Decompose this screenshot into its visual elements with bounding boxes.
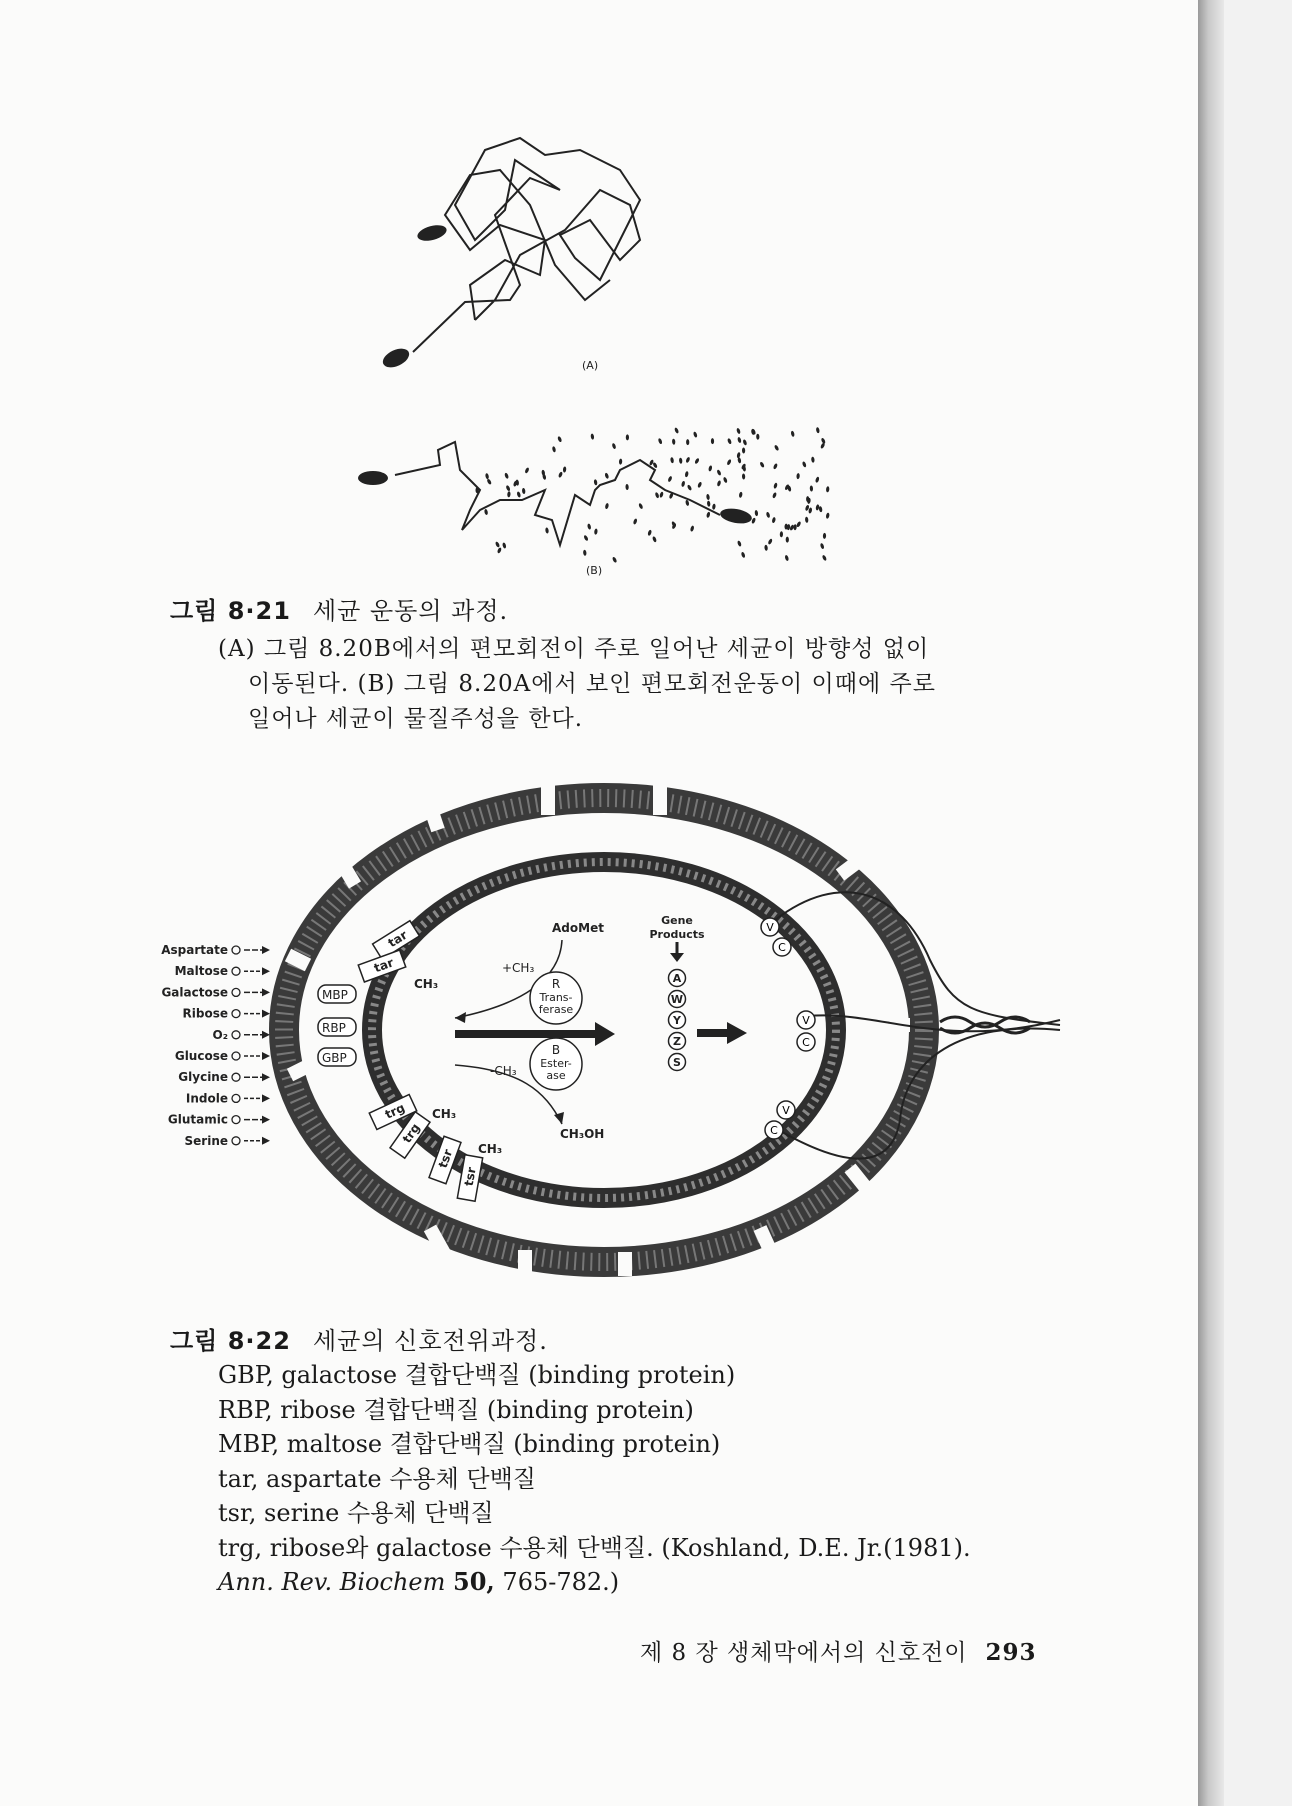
svg-text:tar: tar bbox=[385, 927, 410, 951]
attractant-dot bbox=[495, 541, 501, 548]
attractant-dot bbox=[516, 491, 521, 498]
attractant-dot bbox=[767, 538, 773, 545]
svg-text:V: V bbox=[782, 1104, 790, 1117]
figure-821a-random-walk bbox=[413, 138, 640, 352]
attractant-dot bbox=[685, 471, 689, 478]
svg-text:ferase: ferase bbox=[538, 1003, 574, 1016]
attractant-dot bbox=[764, 545, 768, 551]
svg-text:ase: ase bbox=[546, 1069, 566, 1082]
attractant-dot bbox=[625, 484, 629, 490]
attractant-dot bbox=[796, 473, 800, 479]
motor-c-2 bbox=[797, 1033, 815, 1051]
attractant-gradient-dots bbox=[475, 427, 829, 563]
attractant-dot bbox=[681, 481, 686, 488]
attractant-dot bbox=[633, 518, 638, 525]
attractant-dot bbox=[524, 467, 529, 474]
attractant-dot bbox=[826, 512, 830, 519]
arrow-head-icon bbox=[262, 1010, 270, 1018]
output-arrow bbox=[697, 1029, 727, 1037]
attractant-dot bbox=[670, 457, 674, 463]
attractant-label: Glycine bbox=[178, 1070, 228, 1085]
svg-text:R: R bbox=[551, 977, 561, 991]
attractant-dot bbox=[590, 433, 594, 439]
gene-product-letter: W bbox=[670, 993, 684, 1006]
main-signal-arrow bbox=[455, 1030, 595, 1038]
attractant-dot bbox=[658, 438, 663, 445]
citation-volume: 50, bbox=[453, 1567, 495, 1596]
attractant-dot bbox=[667, 476, 672, 483]
figure-821-label-a: (A) bbox=[582, 359, 599, 372]
attractant-dot bbox=[774, 444, 780, 451]
svg-text:RBP: RBP bbox=[322, 1021, 346, 1035]
figure-821-caption-line-2: 이동된다. (B) 그림 8.20A에서 보인 편모회전운동이 이때에 주로 bbox=[248, 671, 936, 697]
motor-v-3 bbox=[777, 1101, 795, 1119]
attractant-dot bbox=[711, 438, 714, 444]
methyl-label-2: CH₃ bbox=[432, 1107, 457, 1121]
attractant-dot bbox=[810, 485, 814, 491]
attractant-molecule-icon bbox=[232, 1116, 240, 1124]
gene-products-line2: Products bbox=[649, 928, 705, 941]
svg-text:B: B bbox=[551, 1043, 561, 1057]
attractant-dot bbox=[772, 517, 777, 524]
methyl-label-3: CH₃ bbox=[478, 1142, 503, 1156]
attractant-dot bbox=[697, 481, 702, 488]
bacterium-start-b bbox=[358, 471, 388, 485]
figure-822-caption bbox=[170, 1324, 548, 1359]
mbp-protein bbox=[318, 985, 356, 1003]
attractant-dot bbox=[723, 477, 728, 484]
attractant-dot bbox=[507, 491, 511, 497]
minus-ch3-label: -CH₃ bbox=[490, 1064, 517, 1078]
attractant-dot bbox=[754, 510, 758, 516]
attractant-dot bbox=[604, 472, 609, 479]
motor-v-1 bbox=[761, 918, 779, 936]
attractant-molecule-icon bbox=[232, 1073, 240, 1081]
figure-822-legend bbox=[218, 1358, 971, 1600]
attractant-label: Galactose bbox=[161, 985, 228, 1000]
attractant-dot bbox=[816, 427, 820, 434]
attractant-dot bbox=[706, 511, 711, 518]
plus-ch3-label: +CH₃ bbox=[502, 961, 535, 975]
attractant-dot bbox=[674, 427, 679, 434]
gene-product-list bbox=[669, 970, 686, 1071]
attractant-dot bbox=[612, 556, 618, 563]
attractant-dot bbox=[821, 437, 827, 444]
attractant-dot bbox=[756, 434, 759, 440]
motor-v-2 bbox=[797, 1011, 815, 1029]
esterase-enzyme bbox=[530, 1038, 582, 1090]
svg-text:Ester-: Ester- bbox=[540, 1057, 572, 1070]
attractant-dot bbox=[717, 480, 722, 487]
attractant-dot bbox=[583, 550, 587, 556]
arrow-head-icon bbox=[262, 967, 270, 975]
attractant-dot bbox=[826, 486, 830, 492]
attractant-dot bbox=[726, 459, 732, 466]
attractant-dot bbox=[587, 523, 592, 530]
figure-821-caption-line-3: 일어나 세균이 물질주성을 한다. bbox=[248, 706, 584, 732]
motor-c-3 bbox=[765, 1121, 783, 1139]
attractant-dot bbox=[780, 531, 783, 537]
attractant-dot bbox=[707, 501, 711, 507]
attractant-dot bbox=[773, 463, 778, 470]
transferase-enzyme bbox=[530, 972, 582, 1024]
figure-821-label-b: (B) bbox=[586, 564, 603, 577]
attractant-dot bbox=[486, 478, 492, 485]
attractant-dot bbox=[484, 509, 488, 516]
attractant-dot bbox=[822, 555, 828, 562]
attractant-dot bbox=[672, 439, 676, 445]
attractant-molecule-icon bbox=[232, 988, 240, 996]
svg-text:trg: trg bbox=[382, 1100, 408, 1122]
attractant-dot bbox=[655, 492, 660, 499]
svg-text:trg: trg bbox=[399, 1120, 423, 1146]
attractant-dot bbox=[737, 437, 742, 444]
attractant-dot bbox=[786, 537, 789, 543]
bacterium-end-a bbox=[416, 222, 449, 243]
gbp-protein bbox=[318, 1048, 356, 1066]
arrow-head-icon bbox=[262, 1094, 270, 1102]
figure-821-caption bbox=[170, 594, 508, 629]
attractant-dot bbox=[679, 458, 683, 464]
citation bbox=[218, 1565, 971, 1600]
figure-821-caption-title: 세균 운동의 과정. bbox=[312, 597, 509, 625]
attractant-dot bbox=[742, 447, 745, 453]
svg-text:V: V bbox=[802, 1014, 810, 1027]
attractant-label: Maltose bbox=[174, 964, 228, 979]
figure-821-caption-label: 그림 8·21 bbox=[170, 597, 291, 625]
arrow-head-icon bbox=[262, 988, 270, 996]
attractant-dot bbox=[626, 434, 629, 440]
attractant-dot bbox=[766, 512, 771, 519]
rbp-protein bbox=[318, 1018, 356, 1036]
attractant-molecule-icon bbox=[232, 1031, 240, 1039]
attractant-dot bbox=[736, 428, 741, 435]
attractant-dot bbox=[552, 446, 556, 453]
attractant-dot bbox=[815, 504, 819, 511]
attractant-dot bbox=[727, 438, 732, 445]
attractant-dot bbox=[811, 457, 815, 463]
attractant-dot bbox=[815, 476, 820, 483]
attractant-molecule-icon bbox=[232, 946, 240, 954]
attractant-dot bbox=[594, 528, 598, 534]
svg-text:C: C bbox=[778, 941, 786, 954]
attractant-dot bbox=[737, 540, 742, 547]
attractant-molecule-icon bbox=[232, 1010, 240, 1018]
attractant-dot bbox=[605, 503, 609, 510]
gene-product-letter: Y bbox=[673, 1014, 681, 1027]
attractant-dot bbox=[558, 471, 563, 478]
arrow-head-icon bbox=[262, 1116, 270, 1124]
citation-journal: Ann. Rev. Biochem bbox=[218, 1568, 446, 1596]
attractant-molecule-icon bbox=[232, 1052, 240, 1060]
attractant-dot bbox=[612, 443, 617, 450]
svg-text:MBP: MBP bbox=[322, 988, 348, 1002]
attractant-dot bbox=[773, 482, 778, 489]
attractant-dot bbox=[497, 547, 502, 554]
svg-text:C: C bbox=[770, 1124, 778, 1137]
attractant-label: Ribose bbox=[182, 1006, 228, 1021]
gene-product-letter: A bbox=[672, 972, 682, 985]
gene-product-letter: Z bbox=[673, 1035, 681, 1048]
attractant-dot bbox=[647, 529, 652, 536]
motor-c-1 bbox=[773, 938, 791, 956]
attractant-dot bbox=[796, 521, 802, 528]
attractant-dot bbox=[638, 503, 643, 510]
bacterium-end-b bbox=[719, 506, 753, 525]
attractant-dot bbox=[706, 494, 710, 500]
attractant-dot bbox=[784, 555, 789, 562]
attractant-dot bbox=[686, 439, 689, 445]
attractant-dot bbox=[772, 492, 777, 499]
attractant-dot bbox=[485, 473, 489, 480]
attractant-dot bbox=[659, 491, 664, 498]
attractant-dot bbox=[759, 461, 765, 468]
attractant-label: Aspartate bbox=[161, 943, 228, 957]
svg-text:tar: tar bbox=[372, 955, 396, 976]
figure-821-caption-line-1: (A) 그림 8.20B에서의 편모회전이 주로 일어난 세균이 방향성 없이 bbox=[218, 636, 930, 662]
svg-text:V: V bbox=[766, 921, 774, 934]
svg-text:C: C bbox=[802, 1036, 810, 1049]
figure-822-caption-title: 세균의 신호전위과정. bbox=[312, 1327, 548, 1355]
attractant-dot bbox=[790, 431, 794, 438]
attractant-dot bbox=[820, 543, 825, 550]
legend-rbp: RBP, ribose 결합단백질 (binding protein) bbox=[218, 1395, 694, 1424]
chapter-title: 제 8 장 생체막에서의 신호전이 bbox=[640, 1640, 968, 1666]
attractant-molecule-icon bbox=[232, 1137, 240, 1145]
legend-mbp: MBP, maltose 결합단백질 (binding protein) bbox=[218, 1430, 721, 1458]
attractant-dot bbox=[557, 436, 562, 443]
arrow-head-icon bbox=[262, 1073, 270, 1081]
methylation-pathway bbox=[455, 914, 747, 1141]
attractant-dot bbox=[594, 479, 598, 485]
attractant-label: O₂ bbox=[212, 1027, 228, 1042]
attractant-dot bbox=[685, 457, 690, 464]
attractant-dot bbox=[652, 536, 657, 543]
attractant-label: Indole bbox=[185, 1091, 228, 1106]
attractant-dot bbox=[736, 452, 740, 459]
attractant-label: Glucose bbox=[174, 1049, 228, 1063]
figure-822-caption-label: 그림 8·22 bbox=[170, 1327, 291, 1355]
ch3oh-label: CH₃OH bbox=[560, 1127, 605, 1141]
svg-text:tsr: tsr bbox=[461, 1166, 479, 1188]
attractant-dot bbox=[739, 492, 743, 499]
attractant-dot bbox=[522, 488, 526, 494]
gene-product-letter: S bbox=[673, 1056, 681, 1069]
arrow-head-icon bbox=[262, 1052, 270, 1060]
binding-proteins bbox=[318, 985, 356, 1066]
attractant-list bbox=[161, 943, 270, 1148]
arrow-head-icon bbox=[262, 1031, 270, 1039]
citation-pages: 765-782.) bbox=[502, 1568, 620, 1596]
attractant-dot bbox=[505, 485, 510, 492]
adomet-label: AdoMet bbox=[552, 921, 604, 935]
attractant-dot bbox=[583, 535, 589, 542]
legend-tsr: tsr, serine 수용체 단백질 bbox=[218, 1499, 494, 1527]
attractant-dot bbox=[806, 496, 809, 502]
attractant-dot bbox=[708, 465, 713, 472]
legend-trg: trg, ribose와 galactose 수용체 단백질. (Koshland, D.E. Jr.(1981). bbox=[218, 1533, 971, 1562]
attractant-dot bbox=[793, 524, 797, 530]
legend-tar: tar, aspartate 수용체 단백질 bbox=[218, 1464, 536, 1493]
attractant-label: Glutamic bbox=[167, 1112, 228, 1127]
attractant-dot bbox=[742, 439, 747, 446]
attractant-dot bbox=[805, 517, 809, 523]
attractant-dot bbox=[545, 527, 549, 533]
attractant-dot bbox=[712, 504, 716, 510]
legend-gbp: GBP, galactose 결합단백질 (binding protein) bbox=[218, 1361, 736, 1389]
svg-text:tsr: tsr bbox=[435, 1147, 456, 1170]
attractant-dot bbox=[716, 469, 721, 476]
attractant-dot bbox=[741, 552, 746, 559]
attractant-dot bbox=[693, 431, 698, 438]
arrow-head-icon bbox=[262, 946, 270, 954]
attractant-dot bbox=[802, 461, 807, 468]
page-number: 293 bbox=[985, 1639, 1037, 1666]
attractant-molecule-icon bbox=[232, 967, 240, 975]
attractant-molecule-icon bbox=[232, 1094, 240, 1102]
arrow-head-icon bbox=[262, 1137, 270, 1145]
attractant-dot bbox=[690, 525, 695, 532]
attractant-dot bbox=[504, 472, 509, 479]
attractant-dot bbox=[502, 542, 507, 549]
gene-products-line1: Gene bbox=[661, 914, 693, 927]
methyl-label-1: CH₃ bbox=[414, 977, 439, 991]
svg-text:Trans-: Trans- bbox=[539, 991, 573, 1004]
attractant-dot bbox=[823, 533, 826, 539]
attractant-dot bbox=[619, 458, 623, 464]
attractant-label: Serine bbox=[184, 1133, 228, 1148]
attractant-dot bbox=[563, 466, 567, 472]
attractant-dot bbox=[694, 458, 700, 465]
svg-text:GBP: GBP bbox=[322, 1051, 347, 1065]
page-footer bbox=[640, 1634, 1037, 1667]
bacterium-start-a bbox=[380, 345, 412, 371]
attractant-dot bbox=[687, 484, 693, 491]
attractant-dot bbox=[742, 473, 745, 479]
